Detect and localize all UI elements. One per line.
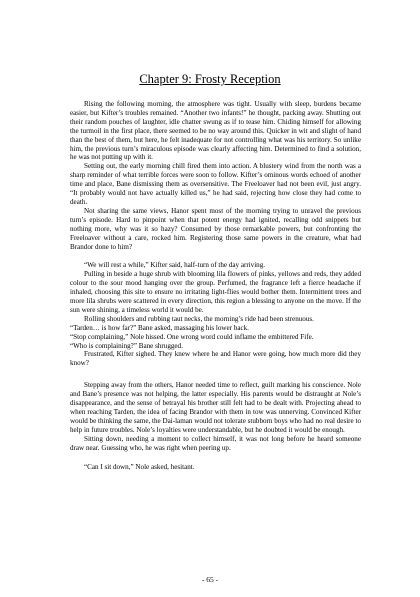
paragraph: Rolling shoulders and rubbing taut necks, the morning’s ride had been strenuous. [84,314,314,323]
chapter-body [70,100,361,471]
paragraph: Pulling in beside a huge shrub with blooming lila flowers of pinks, yellows and reds, they added colour to the sour mood hanging over the group. Perfumed, the fragrance left a fierce headache if inhaled, choosing this site to ensure no irritating light-flies would bother them. Intermittent trees and more lila shrubs were scattered in every direction, this region a blessing to anyone on the move. If the sun were shining, a timeless world it would be. [70,270,361,314]
page-number: - 65 - [201,575,219,584]
paragraph: Not sharing the same views, Hanor spent most of the morning trying to unravel the previous turn’s episode. Hard to pinpoint when that potent energy had ignited, recalling odd snippets but nothing more, why was it so hazy? Consumed by those remarkable powers, but confronting the Freeloaver without a care, rocked him. Registering those same powers in the creature, what had Brandor done to him? [70,206,361,251]
dialogue-line: “Who is complaining?” Bane shrugged. [70,341,183,350]
paragraph: Sitting down, needing a moment to collect himself, it was not long before he heard someone draw near. Guessing who, he was right when peering up. [70,434,361,452]
dialogue-line: “Stop complaining,” Nole hissed. One wrong word could inflame the embittered Fife. [70,332,314,341]
paragraph: Frustrated, Kifter sighed. They knew where he and Hanor were going, how much more did they know? [70,350,361,368]
paragraph: Setting out, the early morning chill fired them into action. A blustery wind from the north was a sharp reminder of what terrible forces were soon to follow. Kifter’s ominous words echoed of another time and place, Bane dismissing them as oversensitive. The Freeloaver had not been evil, just angry. “It probably would not have actually killed us,” he had said, rejecting how close they had come to death. [70,162,361,206]
dialogue-line: “Tarden… is how far?” Bane asked, massaging his lower back. [70,323,249,332]
chapter-title: Chapter 9: Frosty Reception [139,72,281,86]
paragraph: “We will rest a while,” Kifter said, half-turn of the day arriving. [84,261,266,270]
paragraph: “Can I sit down,” Nole asked, hesitant. [84,462,195,471]
paragraph: Rising the following morning, the atmosphere was tight. Usually with sleep, burdens became easier, but Kifter’s troubles remained. “Another two infants!” he thought, packing away. Shutting out their random pouches of laughter, idle chatter swung as if to tease him. Chiding himself for allowing the turmoil in the first place, there seemed to be no way around this. Quicker in wit and slight of hand than the best of them, but here, he felt inadequate for not controlling what was his territory. So unlike him, the previous turn’s miraculous episode was clearly affecting him. Determined to find a solution, he was not putting up with it. [70,100,361,162]
paragraph: Stepping away from the others, Hanor needed time to reflect, guilt marking his conscience. Nole and Bane’s presence was not helping, the latter especially. His parents would be distraught at Nole’s disappearance, and the sense of betrayal his brother still felt had to be dealt with. Projecting ahead to when reaching Tarden, the idea of facing Brandor with them in tow was unnerving. Convinced Kifter would be thinking the same, the Dai-laman would not tolerate stubborn boys who had no real desire to help in future troubles. Nole’s loyalties were understandable, but he doubted it would be enough. [70,381,361,434]
